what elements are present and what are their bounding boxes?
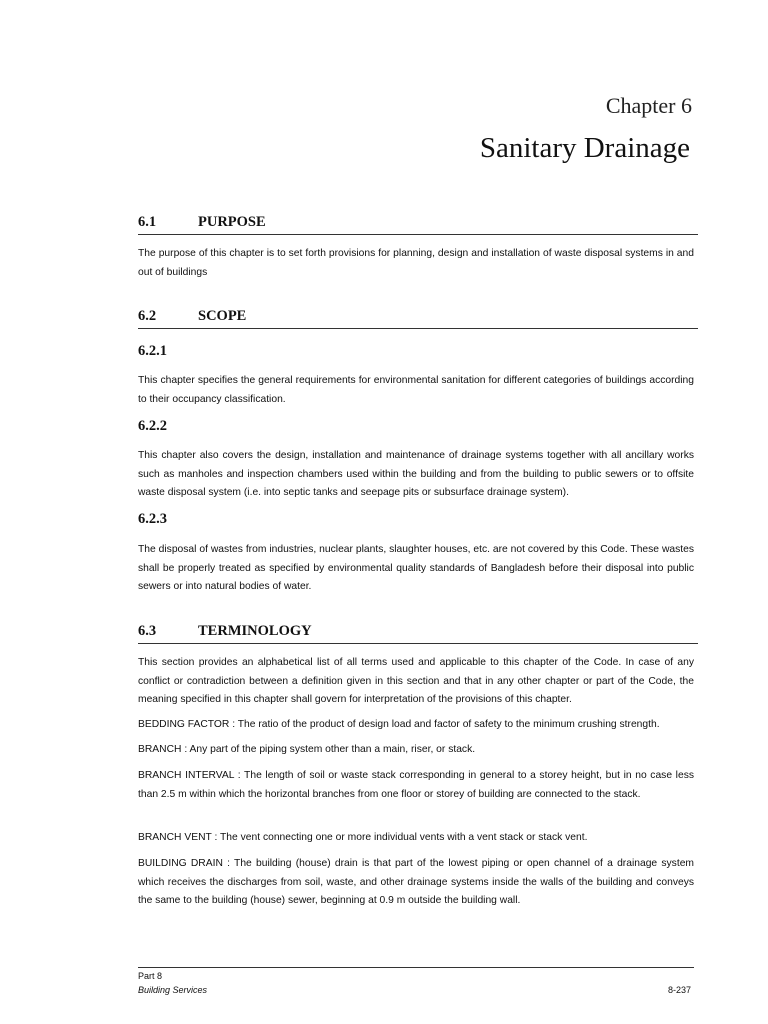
chapter-title: Sanitary Drainage [479, 132, 690, 164]
section-title: SCOPE [198, 308, 247, 324]
scope-paragraph-3: The disposal of wastes from industries, nuclear plants, slaughter houses, etc. are not covered by this Code. These wastes shall be properly treated as specified by environmental quality standards of Bangladesh before their disposal into public sewers or into natural bodies of water. [138, 544, 694, 592]
section-heading-purpose [138, 214, 698, 235]
section-title: TERMINOLOGY [198, 623, 312, 639]
section-number: 6.2 [138, 308, 157, 324]
definition-bedding-factor: BEDDING FACTOR : The ratio of the product of design load and factor of safety to the minimum crushing strength. [138, 719, 660, 730]
footer-part: Part 8 [138, 971, 163, 981]
purpose-paragraph: The purpose of this chapter is to set forth provisions for planning, design and installation of waste disposal systems in and out of buildings [138, 248, 694, 278]
footer-divider [138, 967, 694, 968]
terminology-intro: This section provides an alphabetical list of all terms used and applicable to this chapter of the Code. In case of any conflict or contradiction between a definition given in this section and that in any other chapter or part of the Code, the meaning specified in this chapter shall govern for interpretation of the provisions of this chapter. [138, 657, 694, 705]
chapter-label: Chapter 6 [605, 93, 692, 118]
subsection-heading-6-2-2: 6.2.2 [138, 418, 167, 434]
page-number: 8-237 [667, 985, 691, 995]
subsection-heading-6-2-3: 6.2.3 [138, 511, 167, 527]
subsection-heading-6-2-1: 6.2.1 [138, 343, 167, 359]
scope-paragraph-1: This chapter specifies the general requirements for environmental sanitation for different categories of buildings according to their occupancy classification. [138, 375, 694, 405]
scope-paragraph-2: This chapter also covers the design, installation and maintenance of drainage systems together with all ancillary works such as manholes and inspection chambers used within the building and from the building to public sewers or to offsite waste disposal system (i.e. into septic tanks and seepage pits or subsurface drainage system). [138, 450, 694, 498]
section-number: 6.1 [138, 214, 157, 230]
footer-subtitle: Building Services [138, 985, 208, 995]
section-heading-terminology [138, 623, 698, 644]
definition-branch-interval: BRANCH INTERVAL : The length of soil or waste stack corresponding in general to a storey height, but in no case less than 2.5 m within which the horizontal branches from one floor or storey of building are connected to the stack. [138, 770, 694, 800]
definition-branch: BRANCH : Any part of the piping system other than a main, riser, or stack. [138, 744, 476, 755]
section-title: PURPOSE [198, 214, 266, 230]
definition-building-drain: BUILDING DRAIN : The building (house) drain is that part of the lowest piping or open channel of a drainage system which receives the discharges from soil, waste, and other drainage systems inside the walls of the building and conveys the same to the building (house) sewer, beginning at 0.9 m outside the building wall. [138, 858, 694, 906]
section-number: 6.3 [138, 623, 157, 639]
definition-branch-vent: BRANCH VENT : The vent connecting one or more individual vents with a vent stack or stack vent. [138, 832, 588, 843]
section-heading-scope [138, 308, 698, 329]
